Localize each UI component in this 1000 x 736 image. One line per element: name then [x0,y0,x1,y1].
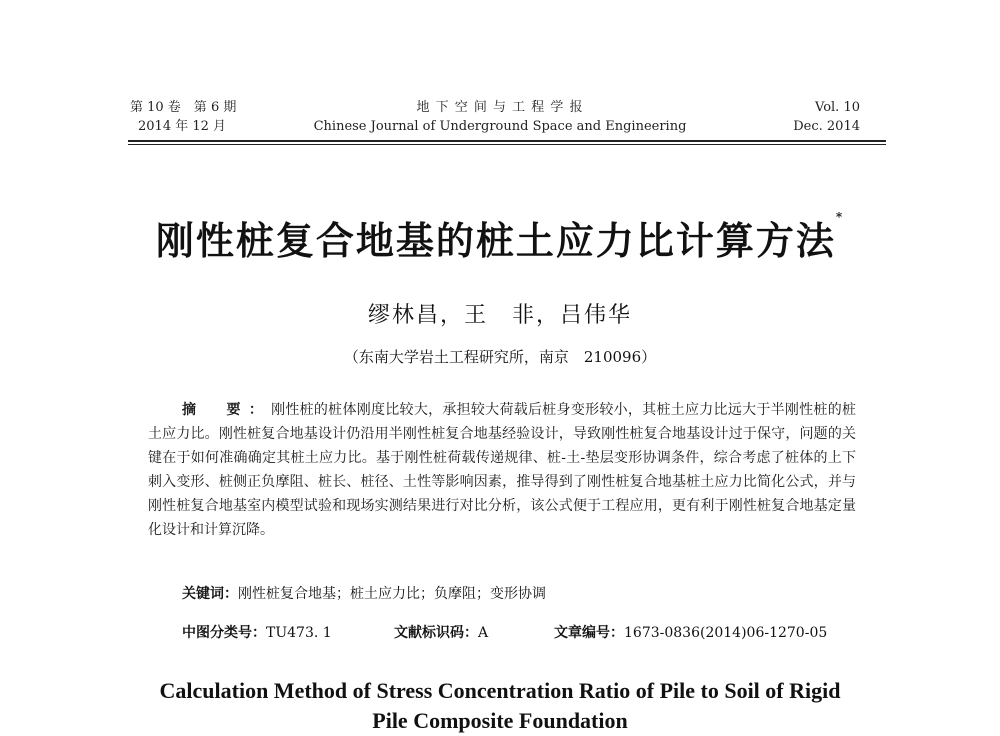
affiliation: （东南大学岩土工程研究所，南京 210096） [343,348,657,366]
clc-label: 中图分类号： [182,625,266,641]
article-label: 文章编号： [554,625,624,641]
classification-line [182,622,862,642]
abstract [148,398,856,542]
journal-title-cn: 地 下 空 间 与 工 程 学 报 [416,100,584,115]
english-title [0,676,1000,736]
abstract-text: 刚性桩的桩体刚度比较大，承担较大荷载后桩身变形较小，其桩土应力比远大于半刚性桩的桩土应力比。刚性桩复合地基设计仍沿用半刚性桩复合地基经验设计，导致刚性桩复合地基设计过于保守，问题的关键在于如何准确确定其桩土应力比。基于刚性桩荷载传递规律、桩-土-垫层变形协调条件，综合考虑了桩体的上下刺入变形、桩侧正负摩阻、桩长、桩径、土性等影响因素，推导得到了刚性桩复合地基桩土应力比简化公式，并与刚性桩复合地基室内模型试验和现场实测结果进行对比分析，该公式便于工程应用，更有利于刚性桩复合地基定量化设计和计算沉降。 [148,402,857,538]
keywords-label: 关键词： [182,586,238,602]
header-rule-thin [128,144,886,145]
abstract-label: 摘 要： [182,402,272,418]
keywords [182,583,546,603]
paper-title-text: 刚性桩复合地基的桩土应力比计算方法 [155,218,836,263]
doc-label: 文献标识码： [394,625,478,641]
doc-value: A [478,625,489,641]
volume-cn: 第 10 卷 第 6 期 [130,100,237,115]
journal-title-en: Chinese Journal of Underground Space and Engineering [313,119,687,134]
date-cn: 2014 年 12 月 [138,119,227,134]
english-title-line2: Pile Composite Foundation [372,708,628,733]
clc-value: TU473. 1 [266,625,332,641]
article-value: 1673-0836(2014)06-1270-05 [624,625,828,641]
date-en: Dec. 2014 [793,119,860,134]
volume-en: Vol. 10 [815,100,860,115]
paper-title [0,210,1000,265]
doc-code [394,622,554,642]
title-footnote-mark: * [835,210,845,224]
english-title-line1: Calculation Method of Stress Concentration Ratio of Pile to Soil of Rigid [159,678,841,703]
header-volume-en [760,98,860,136]
keywords-text: 刚性桩复合地基；桩土应力比；负摩阻；变形协调 [238,586,546,602]
clc-code [182,622,394,642]
header-rule-thick [128,140,886,142]
author-list: 缪林昌，王 非，吕伟华 [367,303,632,328]
article-number [554,622,827,642]
